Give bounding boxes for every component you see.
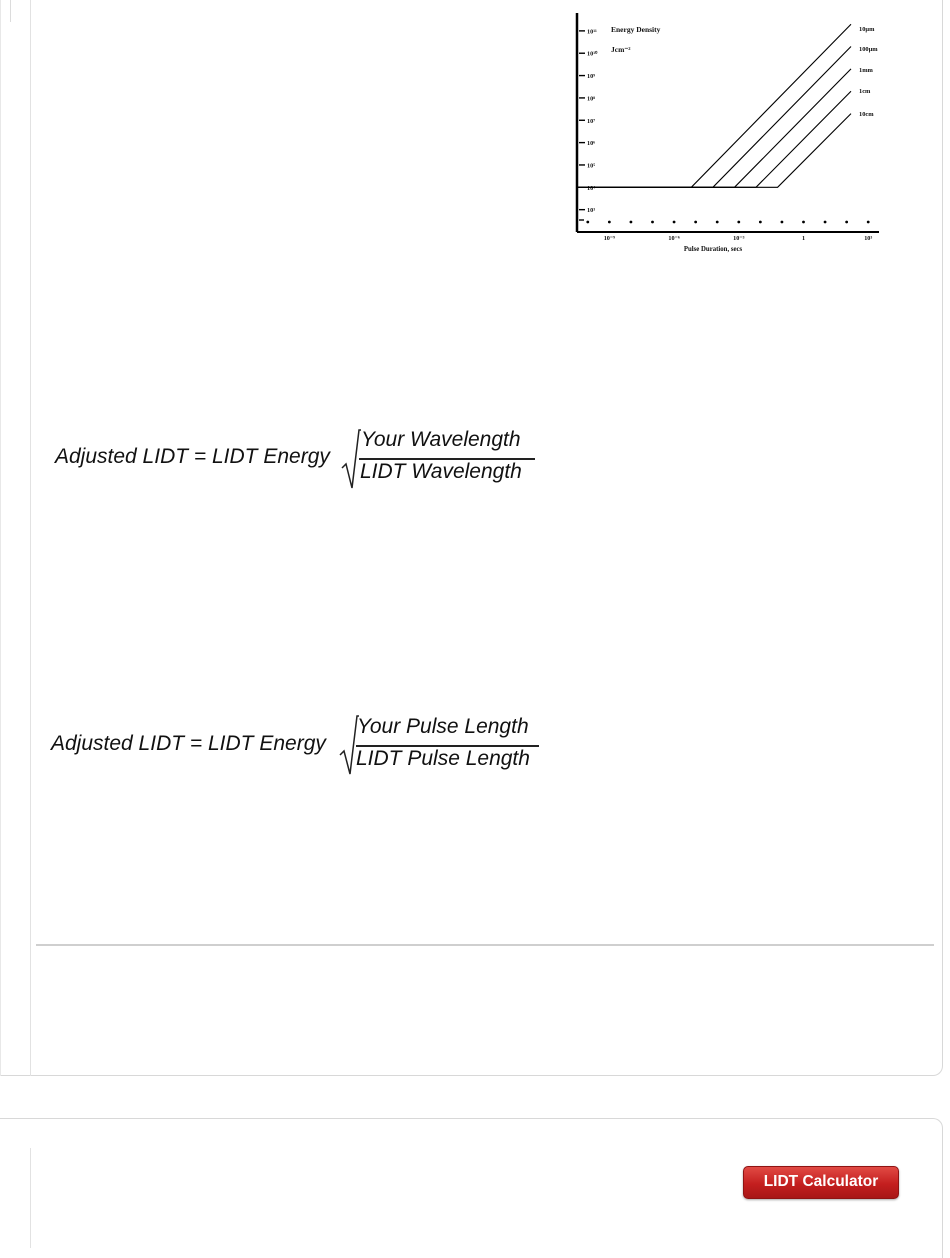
lidt-scaling-chart xyxy=(555,8,885,258)
formula-lhs: Adjusted LIDT = LIDT Energy xyxy=(51,732,326,755)
series-label: 10cm xyxy=(859,111,874,118)
y-tick-label: 10⁴ xyxy=(587,184,596,192)
series-line xyxy=(577,91,851,187)
card-top-tick xyxy=(10,0,11,22)
formula-numerator: Your Pulse Length xyxy=(357,715,529,738)
formula-denominator: LIDT Pulse Length xyxy=(356,747,530,770)
x-tick-label: 1 xyxy=(801,235,806,242)
x-decade-dot xyxy=(608,221,611,224)
x-tick-label: 10³ xyxy=(864,235,873,242)
x-decade-dot xyxy=(737,221,740,224)
chart-title: Energy Density xyxy=(611,25,661,34)
x-tick-label: 10⁻⁶ xyxy=(668,235,680,242)
x-tick-label: 10⁻³ xyxy=(733,235,745,242)
series-line xyxy=(577,114,851,188)
x-tick-label: 10⁻⁹ xyxy=(603,235,616,242)
series-line xyxy=(577,47,851,188)
series-label: 100µm xyxy=(859,46,878,53)
series-line xyxy=(577,69,851,187)
x-decade-dot xyxy=(781,221,784,224)
y-tick-label: 10⁹ xyxy=(587,73,596,81)
x-decade-dot xyxy=(673,221,676,224)
x-decade-dot xyxy=(867,221,870,224)
y-tick-label: 10³ xyxy=(587,207,596,215)
footer-card-left-rule xyxy=(30,1148,31,1248)
x-decade-dot xyxy=(651,221,654,224)
formula-lhs: Adjusted LIDT = LIDT Energy xyxy=(55,445,330,468)
y-tick-label: 10⁵ xyxy=(587,162,596,170)
y-tick-label: 10¹¹ xyxy=(587,28,597,36)
lidt-calculator-button[interactable]: LIDT Calculator xyxy=(743,1166,899,1199)
x-decade-dot xyxy=(586,221,589,224)
card-left-edge xyxy=(0,0,1,1076)
series-label: 1mm xyxy=(859,67,873,74)
formula-numerator: Your Wavelength xyxy=(361,428,521,451)
wavelength-scaling-formula xyxy=(55,428,540,490)
chart-x-label: Pulse Duration, secs xyxy=(683,246,743,253)
sqrt-radical-icon xyxy=(341,428,361,490)
x-decade-dot xyxy=(802,221,805,224)
x-decade-dot xyxy=(845,221,848,224)
y-tick-label: 10¹⁰ xyxy=(587,50,598,58)
pulse-length-scaling-formula xyxy=(51,714,543,776)
series-label: 10µm xyxy=(859,26,875,33)
x-decade-dot xyxy=(759,221,762,224)
series-label: 1cm xyxy=(859,88,871,95)
x-decade-dot xyxy=(824,221,827,224)
card-left-rule xyxy=(30,0,31,1076)
section-divider xyxy=(36,944,934,946)
y-tick-label: 10⁷ xyxy=(587,117,596,125)
formula-denominator: LIDT Wavelength xyxy=(360,460,522,483)
x-decade-dot xyxy=(694,221,697,224)
y-tick-label: 10⁸ xyxy=(587,95,596,103)
x-decade-dot xyxy=(630,221,633,224)
chart-units-label: Jcm⁻² xyxy=(611,45,631,54)
y-tick-label: 10⁶ xyxy=(587,140,596,148)
x-decade-dot xyxy=(716,221,719,224)
